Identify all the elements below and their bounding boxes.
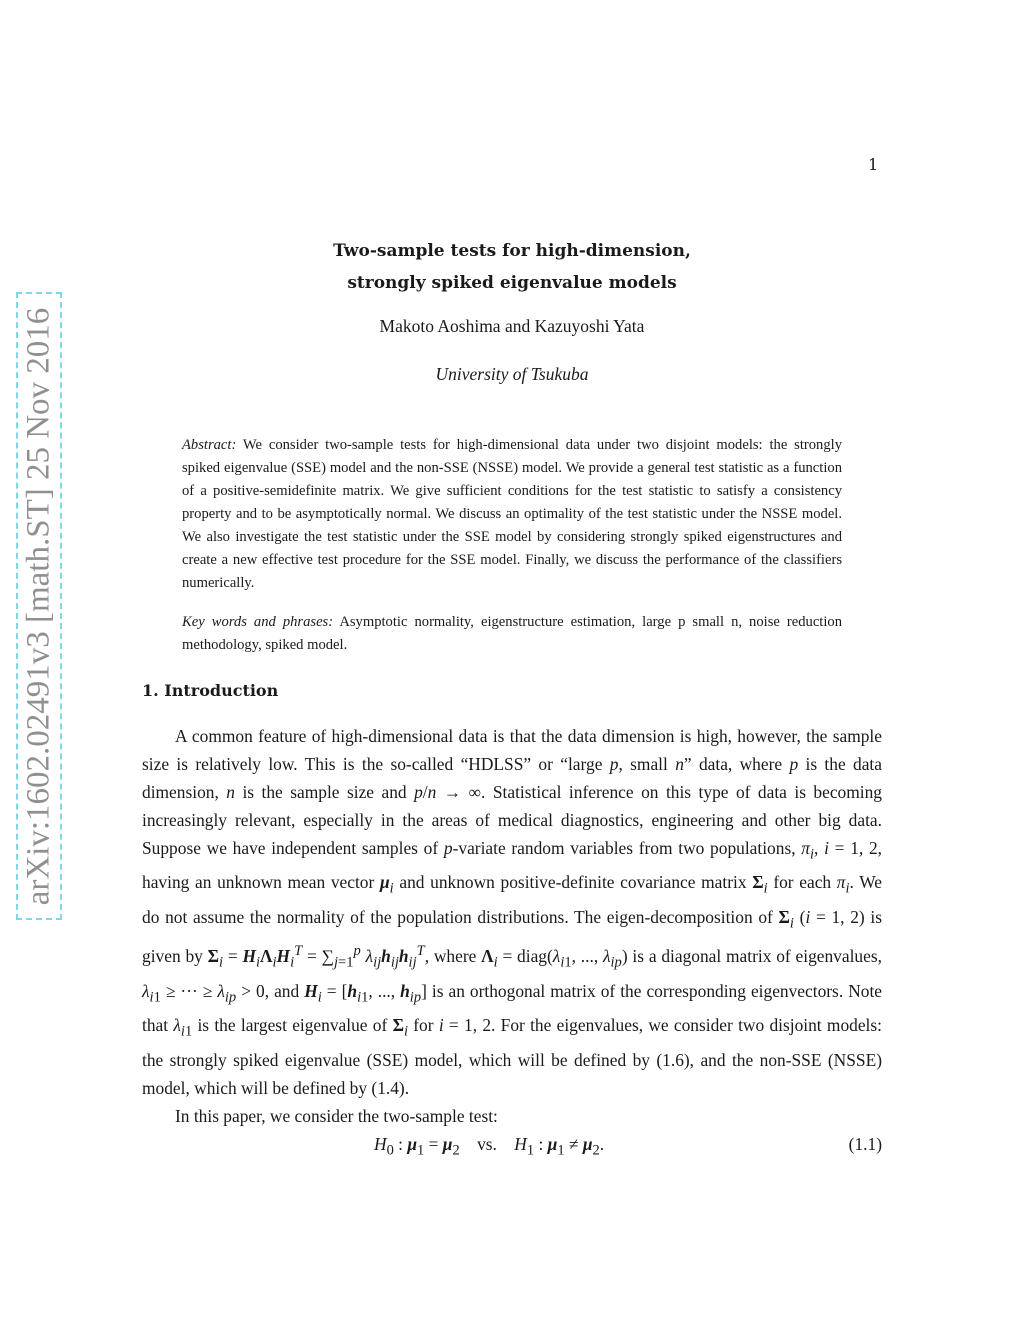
abstract-text: We consider two-sample tests for high-dimensional data under two disjoint models: the strongly spiked eigenvalue (SSE) model and the non-SSE (NSSE) model. We provide a general test statistic as a function of a positive-semidefinite matrix. We give sufficient conditions for the test statistic to satisfy a consistency property and to be asymptotically normal. We discuss an optimality of the test statistic under the NSSE model. We also investigate the test statistic under the SSE model by considering strongly spiked eigenstructures and create a new effective test procedure for the SSE model. Finally, we discuss the performance of the classifiers numerically. [182, 437, 842, 591]
paper-title [0, 235, 1024, 299]
keywords [182, 611, 842, 657]
equation-expression: $H_0$ : $\mu_1 = \mu_2$ vs. $H_1$ : $\mu_1 \ne \mu_2$. [374, 1134, 605, 1159]
equation-1-1 [142, 1134, 882, 1162]
arxiv-stamp-text: arXiv:1602.02491v3 [math.ST] 25 Nov 2016 [20, 307, 57, 905]
introduction-body [142, 722, 882, 1130]
abstract-label: Abstract: [182, 437, 237, 453]
keywords-text: Asymptotic normality, eigenstructure estimation, large p small n, noise reduction methodology, spiked model. [182, 614, 843, 653]
section-heading: 1. Introduction [142, 681, 279, 700]
equation-number: (1.1) [848, 1134, 882, 1154]
abstract [182, 434, 842, 595]
title-line-1: Two-sample tests for high-dimension, [333, 241, 691, 261]
paragraph: A common feature of high-dimensional data is that the data dimension is high, however, the sample size is relatively low. This is the so-called “HDLSS” or “large p, small n” data, where p is the data dimension, n is the sample size and p/n → ∞. Statistical inference on this type of data is becoming increasingly relevant, especially in the areas of medical diagnostics, engineering and other big data. Suppose we have independent samples of p-variate random variables from two populations, $\pi_i$, i = 1, 2, having an unknown mean vector $\mu_i$ and unknown positive-definite covariance matrix $\Sigma_i$ for each $\pi_i$. We do not assume the normality of the population distributions. The eigen-decomposition of $\Sigma_i$ (i = 1, 2) is given by $\Sigma_i = H_i\Lambda_iH_i^T = \sum_{j=1}^p$ $\lambda_{ij}h_{ij}h_{ij}^T$, where $\Lambda_i$ = $diag(\lambda_{i1}$, ..., $\lambda_{ip}$) is a diagonal matrix of eigenvalues, $\lambda_{i1}$ ≥ ··· ≥ $\lambda_{ip} > 0$, and $H_i = [h_{i1}$, ..., $h_{ip}$] is an orthogonal matrix of the corresponding eigenvectors. Note that $\lambda_{i1}$ is the largest eigenvalue of $\Sigma_i$ for i = 1, 2. For the eigenvalues, we consider two disjoint models: the strongly spiked eigenvalue (SSE) model, which will be defined by (1.6), and the non-SSE (NSSE) model, which will be defined by (1.4). [142, 726, 883, 1098]
title-line-2: strongly spiked eigenvalue models [347, 273, 677, 293]
keywords-label: Key words and phrases: [182, 614, 334, 630]
affiliation: University of Tsukuba [435, 364, 589, 384]
paragraph: In this paper, we consider the two-sample test: [175, 1105, 498, 1126]
page-number: 1 [868, 155, 879, 174]
authors: Makoto Aoshima and Kazuyoshi Yata [379, 316, 645, 336]
arxiv-stamp [16, 292, 62, 920]
